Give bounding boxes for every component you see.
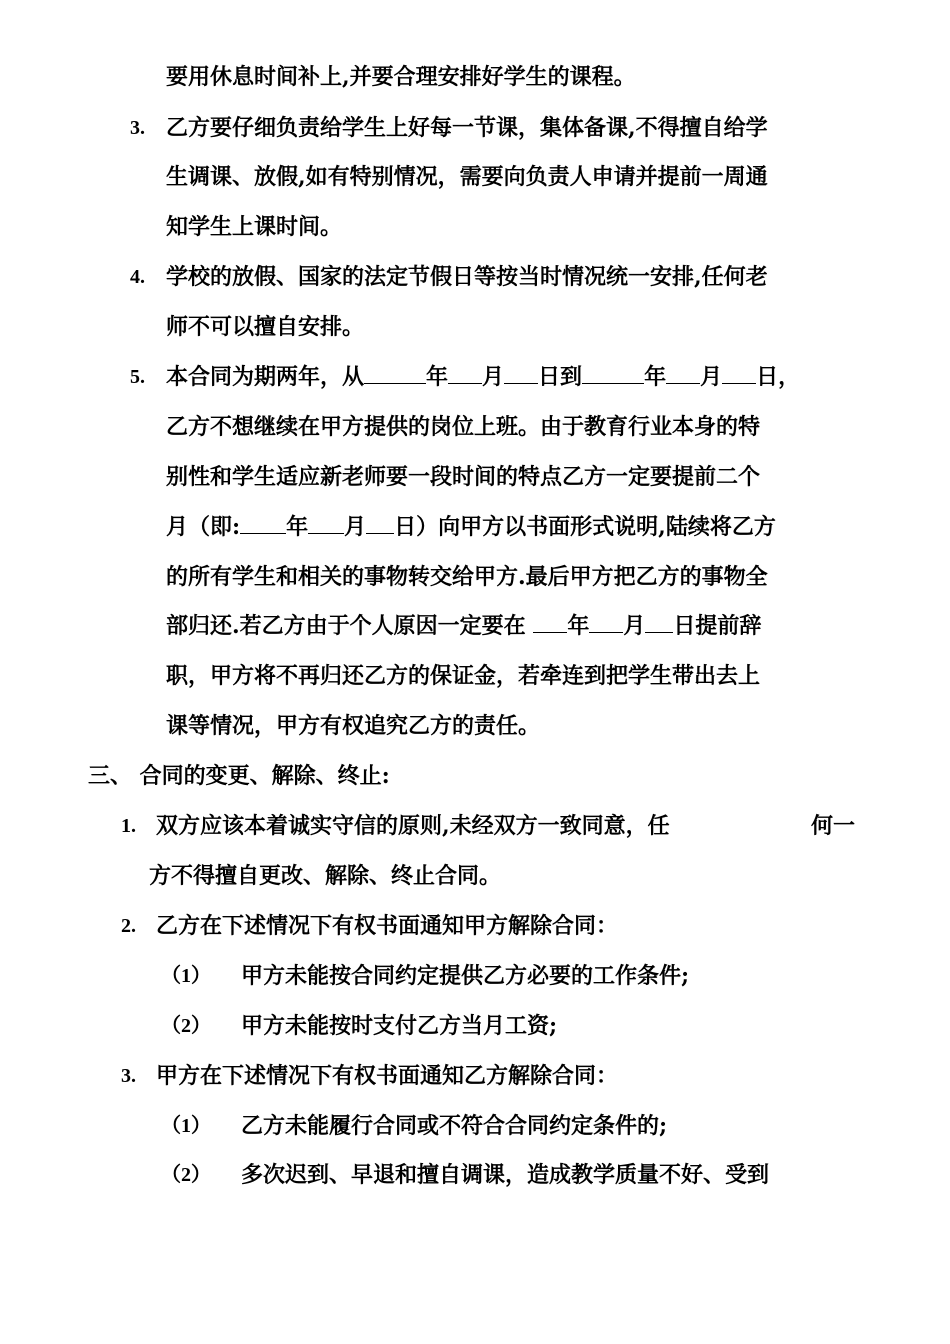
text-line: 别性和学生适应新老师要一段时间的特点乙方一定要提前二个 (166, 464, 761, 490)
text-line: 师不可以擅自安排。 (166, 314, 365, 340)
blank-field (308, 513, 344, 534)
text-segment: 日， (756, 364, 801, 390)
text-line: 甲方未能按合同约定提供乙方必要的工作条件; (241, 963, 690, 989)
text-segment: 日到 (538, 364, 583, 390)
text-line: 双方应该本着诚实守信的原则,未经双方一致同意，任 (156, 813, 670, 839)
text-line: 知学生上课时间。 (166, 214, 343, 240)
blank-field (366, 513, 394, 534)
text-line: 乙方在下述情况下有权书面通知甲方解除合同： (156, 913, 619, 939)
item-number: 1. (121, 815, 136, 837)
sub-item-number: （2） (161, 1164, 211, 1186)
item-number: 4. (130, 266, 145, 288)
text-line: 乙方要仔细负责给学生上好每一节课，集体备课,不得擅自给学 (166, 115, 768, 141)
text-line: 课等情况，甲方有权追究乙方的责任。 (166, 713, 541, 739)
text-segment: 月（即: (166, 514, 241, 540)
text-segment: 年 (644, 364, 667, 390)
text-line-with-blanks (166, 612, 761, 640)
blank-field (589, 612, 623, 633)
text-segment: 月 (700, 364, 723, 390)
text-segment: 年 (426, 364, 449, 390)
section-heading: 三、 合同的变更、解除、终止: (88, 763, 390, 789)
text-segment: 部归还.若乙方由于个人原因一定要在 (166, 613, 534, 639)
blank-field (533, 612, 567, 633)
blank-field (722, 363, 756, 384)
text-segment: 日）向甲方以书面形式说明,陆续将乙方 (394, 514, 776, 540)
text-line: 生调课、放假,如有特别情况，需要向负责人申请并提前一周通 (166, 164, 768, 190)
text-segment: 月 (482, 364, 505, 390)
text-segment: 本合同为期两年，从 (166, 364, 365, 390)
text-line-with-blanks (166, 363, 800, 391)
text-line: 甲方未能按时支付乙方当月工资; (241, 1013, 558, 1039)
sub-item-number: （1） (161, 1115, 211, 1137)
text-segment: 日提前辞 (673, 613, 762, 639)
blank-field (504, 363, 538, 384)
text-line: 乙方不想继续在甲方提供的岗位上班。由于教育行业本身的特 (166, 414, 761, 440)
text-line: 职，甲方将不再归还乙方的保证金，若牵连到把学生带出去上 (166, 663, 761, 689)
text-line: 多次迟到、早退和擅自调课，造成教学质量不好、受到 (241, 1162, 770, 1188)
text-segment: 月 (344, 514, 367, 540)
text-line: 乙方未能履行合同或不符合合同约定条件的; (241, 1113, 668, 1139)
item-number: 3. (130, 117, 145, 139)
blank-field (240, 513, 286, 534)
text-line: 方不得擅自更改、解除、终止合同。 (149, 863, 502, 889)
blank-field (582, 363, 644, 384)
text-line: 的所有学生和相关的事物转交给甲方.最后甲方把乙方的事物全 (166, 564, 768, 590)
blank-field (666, 363, 700, 384)
blank-field (448, 363, 482, 384)
blank-field (364, 363, 426, 384)
sub-item-number: （1） (161, 965, 211, 987)
sub-item-number: （2） (161, 1015, 211, 1037)
item-number: 2. (121, 915, 136, 937)
item-number: 3. (121, 1065, 136, 1087)
text-segment: 年 (286, 514, 309, 540)
blank-field (645, 612, 673, 633)
text-segment: 月 (623, 613, 646, 639)
text-line: 何一 (811, 813, 856, 839)
text-line: 甲方在下述情况下有权书面通知乙方解除合同： (156, 1063, 619, 1089)
text-line: 要用休息时间补上,并要合理安排好学生的课程。 (166, 64, 636, 90)
text-segment: 年 (567, 613, 590, 639)
item-number: 5. (130, 366, 145, 388)
text-line: 学校的放假、国家的法定节假日等按当时情况统一安排,任何老 (166, 264, 768, 290)
text-line-with-blanks (166, 513, 776, 541)
